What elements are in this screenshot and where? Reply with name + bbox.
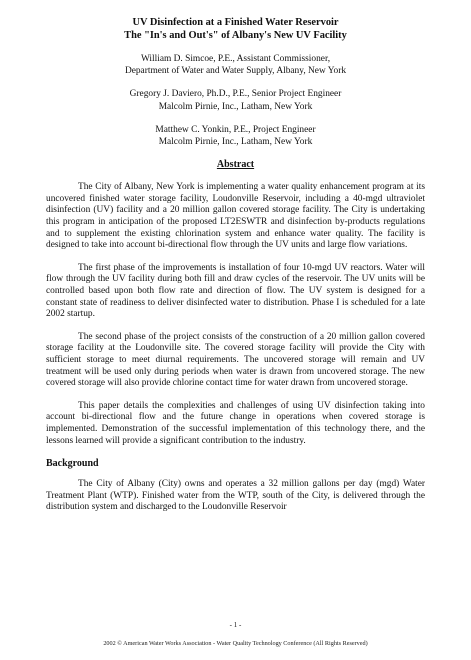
abstract-heading: Abstract <box>216 159 255 171</box>
author-name: Matthew C. Yonkin, P.E., Project Engineer <box>155 124 316 135</box>
author-block <box>46 88 425 112</box>
background-paragraph: The City of Albany (City) owns and operates a 32 million gallons per day (mgd) Water Treatment Plant (WTP). Finished water from the WTP, south of the City, is delivered through the distribution system and discharged to the Loudonville Reservoir <box>46 479 425 513</box>
author-affiliation: Malcolm Pirnie, Inc., Latham, New York <box>158 137 313 148</box>
author-name: William D. Simcoe, P.E., Assistant Commissioner, <box>140 54 331 64</box>
title-line-2: The "In's and Out's" of Albany's New UV Facility <box>124 30 347 41</box>
author-affiliation: Malcolm Pirnie, Inc., Latham, New York <box>158 101 313 112</box>
abstract-paragraph: The first phase of the improvements is installation of four 10-mgd UV reactors. Water will flow through the UV facility during both fill and draw cycles of the reservoir. The UV units will be controlled based upon both flow rate and direction of flow. The UV system is designed for a constant state of readiness to deliver disinfected water to distribution. Phase I is scheduled for a late 2002 startup. <box>46 262 425 320</box>
abstract-paragraph: The City of Albany, New York is implementing a water quality enhancement program at its uncovered finished water storage facility, Loudonville Reservoir, including a 40-mgd ultraviolet disinfection (UV) facility and a 20 million gallon covered storage facility. The City is undertaking this program in anticipation of the proposed LT2ESWTR and disinfection by-products regulations and to supplement the existing chlorination system and enhance water quality. The facility is designed to take into account bi-directional flow through the UV units and large flow variations. <box>46 182 425 251</box>
page-number: - 1 - <box>229 621 242 629</box>
copyright-notice: 2002 © American Water Works Association - Water Quality Technology Conference (All Rights Reserved) <box>103 640 368 647</box>
author-list <box>46 53 425 148</box>
abstract-paragraph: This paper details the complexities and challenges of using UV disinfection taking into account bi-directional flow and the future change in operations when covered storage is implemented. Demonstration of the successful implementation of this technology there, and the lessons learned will provide a significant contribution to the industry. <box>46 400 425 446</box>
author-name: Gregory J. Daviero, Ph.D., P.E., Senior Project Engineer <box>129 89 342 100</box>
background-heading: Background <box>46 458 99 470</box>
author-block <box>46 53 425 77</box>
author-block <box>46 124 425 148</box>
title-line-1: UV Disinfection at a Finished Water Reservoir <box>132 17 339 28</box>
abstract-paragraph: The second phase of the project consists of the construction of a 20 million gallon covered storage facility at the Loudonville site. The covered storage facility will provide the City with sufficient storage to meet diurnal requirements. The uncovered storage will remain and UV treatment will be used only during periods when water is drawn from uncovered storage. The new covered storage will also provide chlorine contact time for water drawn from uncovered storage. <box>46 331 425 389</box>
author-affiliation: Department of Water and Water Supply, Albany, New York <box>124 66 347 77</box>
paper-title <box>46 16 425 42</box>
